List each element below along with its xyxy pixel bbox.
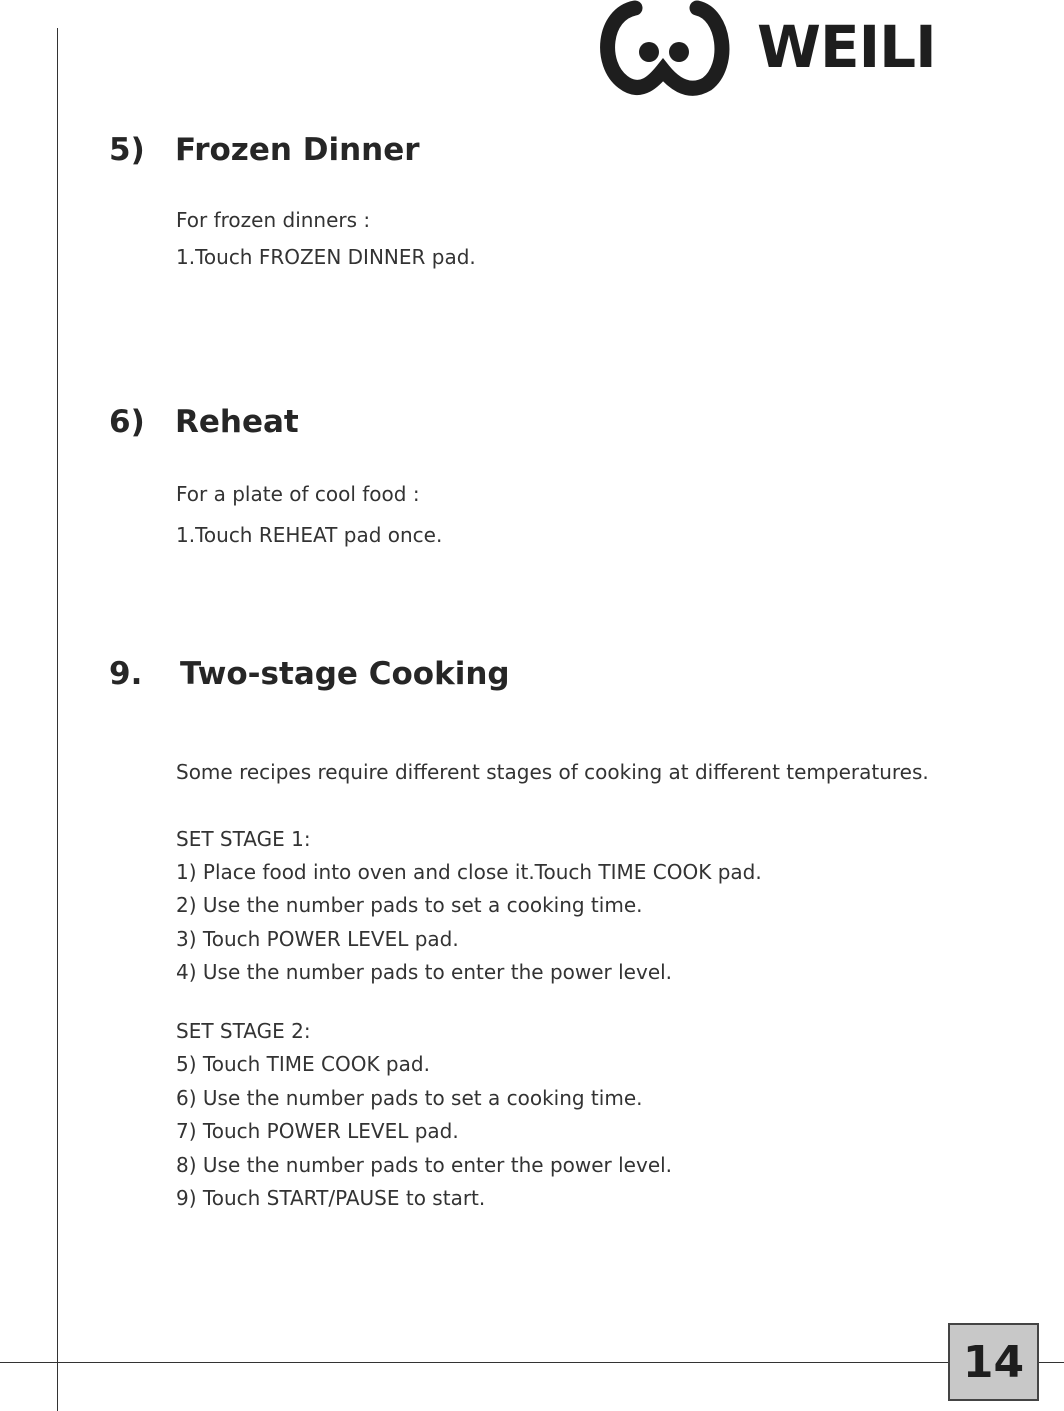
section-number: 6) (109, 404, 145, 440)
step-line: 3) Touch POWER LEVEL pad. (176, 927, 459, 951)
body-line: 1.Touch FROZEN DINNER pad. (176, 245, 476, 269)
section-heading-frozen-dinner (109, 132, 420, 168)
step-line: 8) Use the number pads to enter the power level. (176, 1153, 673, 1177)
section-number: 9. (109, 656, 143, 692)
step-line: 4) Use the number pads to enter the power level. (176, 960, 673, 984)
step-line: 1) Place food into oven and close it.Touch TIME COOK pad. (176, 860, 762, 884)
section-title: Reheat (175, 404, 299, 440)
body-line: For frozen dinners : (176, 208, 371, 232)
body-line: For a plate of cool food : (176, 482, 420, 506)
brand-mark-icon (597, 0, 737, 96)
section-title: Frozen Dinner (175, 132, 420, 168)
step-line: 6) Use the number pads to set a cooking time. (176, 1086, 643, 1110)
stage-label: SET STAGE 2: (176, 1019, 311, 1043)
section-heading-two-stage-cooking (109, 656, 510, 692)
footer-rule (0, 1362, 1064, 1363)
section-title: Two-stage Cooking (180, 656, 510, 692)
step-line: 7) Touch POWER LEVEL pad. (176, 1119, 459, 1143)
section-heading-reheat (109, 404, 299, 440)
body-line: 1.Touch REHEAT pad once. (176, 523, 443, 547)
step-line: 5) Touch TIME COOK pad. (176, 1052, 430, 1076)
stage-label: SET STAGE 1: (176, 827, 311, 851)
page-number: 14 (948, 1323, 1039, 1401)
step-line: 9) Touch START/PAUSE to start. (176, 1186, 486, 1210)
brand-logo (597, 0, 959, 96)
left-margin-rule (57, 28, 58, 1411)
intro-text: Some recipes require different stages of cooking at different temperatures. (176, 760, 929, 784)
step-line: 2) Use the number pads to set a cooking time. (176, 893, 643, 917)
brand-name: WEILI (757, 13, 936, 81)
section-number: 5) (109, 132, 145, 168)
